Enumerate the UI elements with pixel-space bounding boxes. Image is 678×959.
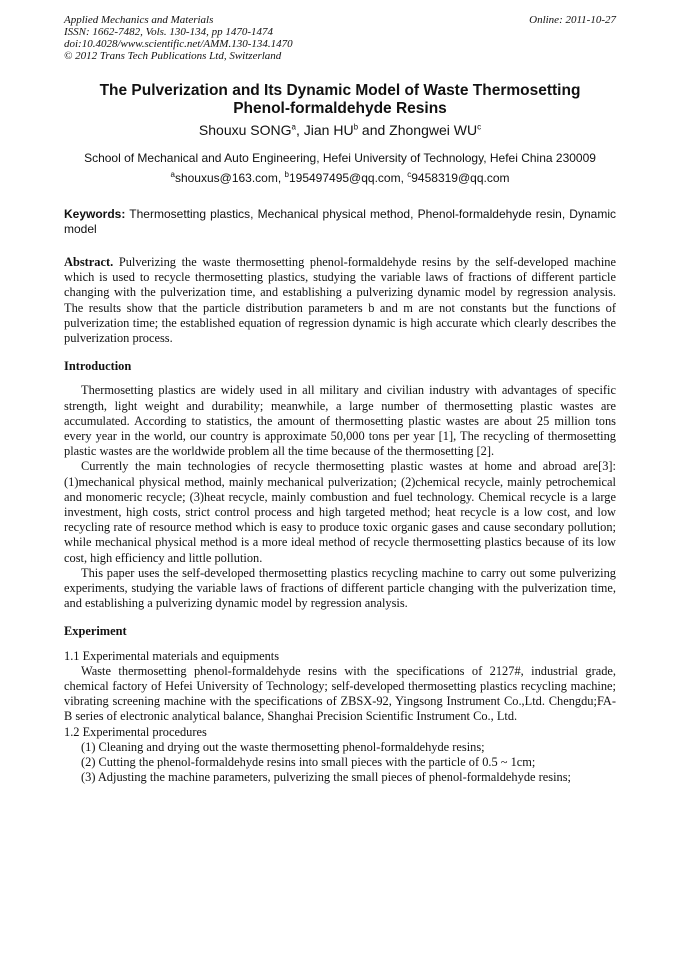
doi-line: doi:10.4028/www.scientific.net/AMM.130-134.1470	[64, 38, 293, 50]
section-1-2-title: 1.2 Experimental procedures	[64, 724, 207, 739]
email-mark-b: b	[284, 170, 289, 179]
section-1-1-title: 1.1 Experimental materials and equipments	[64, 648, 280, 663]
procedure-step-1: (1) Cleaning and drying out the waste thermosetting phenol-formaldehyde resins;	[81, 739, 485, 754]
intro-paragraph-3: This paper uses the self-developed thermosetting plastics recycling machine to carry out some pulverizing experiments, studying the variable laws of fractions of different particle changing with the pulverization time, and establishing a pulverizing dynamic model by regression analysis.	[64, 565, 616, 611]
keywords-label: Keywords:	[64, 207, 126, 221]
email-c[interactable]: 9458319@qq.com	[411, 171, 510, 185]
procedure-step-3: (3) Adjusting the machine parameters, pulverizing the small pieces of phenol-formaldehyde resins;	[81, 770, 571, 785]
email-list	[64, 171, 616, 185]
abstract-paragraph	[64, 255, 616, 346]
email-b[interactable]: 195497495@qq.com,	[288, 171, 408, 185]
email-mark-a: a	[170, 170, 175, 179]
paper-body	[64, 255, 616, 786]
author-separator: and	[358, 122, 390, 138]
abstract-text: Pulverizing the waste thermosetting phenol-formaldehyde resins by the self-developed machine which is used to recycle thermosetting plastics, studying the variable laws of fractions of different particle changing with the pulverization time, and establishing a pulverizing dynamic model by regression analysis. The results show that the particle distribution parameters b and m are not constants but the functions of pulverization time; the established equation of regression dynamic is high accurate which clearly describes the pulverization process.	[64, 255, 616, 346]
title-line-2: Phenol-formaldehyde Resins	[233, 100, 447, 117]
paper-title	[64, 82, 616, 118]
journal-name: Applied Mechanics and Materials	[64, 14, 214, 26]
author-3-affil-mark: c	[477, 122, 482, 132]
affiliation: School of Mechanical and Auto Engineering, Hefei University of Technology, Hefei China 230009	[84, 151, 596, 165]
author-2: Jian HU	[303, 122, 354, 138]
section-1-1-paragraph: Waste thermosetting phenol-formaldehyde resins with the specifications of 2127#, industrial grade, chemical factory of Hefei University of Technology; self-developed thermosetting plastics recycling machine; vibrating screening machine with the specifications of ZBSX-92, Yingsong Instrument Co.,Ltd. Chengdu;FA-B series of electronic analytical balance, Shanghai Precision Scientific Instrument Co., Ltd.	[64, 663, 616, 724]
experiment-heading: Experiment	[64, 624, 127, 639]
author-1-affil-mark: a	[291, 122, 296, 132]
author-1: Shouxu SONG	[198, 122, 292, 138]
email-mark-c: c	[407, 170, 412, 179]
intro-paragraph-2: Currently the main technologies of recycle thermosetting plastic wastes at home and abroad are[3]: (1)mechanical physical method, mainly mechanical pulverization; (2)chemical recycle, mainly petrochemical and monomeric recycle; (3)heat recycle, mainly combustion and fuel technology. Chemical recycle is a large investment, high costs, strict control process and high targeted method; heat recycle is a low cost, and low recycling rate of resource method which is easy to produce toxic organic gases and cause secondary pollution; while mechanical physical method is a more ideal method of recycle thermosetting plastics because of its low cost, high efficiency and little pollution.	[64, 459, 616, 565]
author-2-affil-mark: b	[353, 122, 359, 132]
author-3: Zhongwei WU	[389, 122, 478, 138]
email-a[interactable]: shouxus@163.com,	[174, 171, 285, 185]
introduction-heading: Introduction	[64, 359, 132, 374]
keywords-section	[64, 207, 616, 237]
author-separator: ,	[295, 122, 304, 138]
title-line-1: The Pulverization and Its Dynamic Model of Waste Thermosetting	[99, 82, 581, 99]
procedure-step-2: (2) Cutting the phenol-formaldehyde resins into small pieces with the particle of 0.5 ~ 1cm;	[81, 755, 536, 770]
online-date: Online: 2011-10-27	[529, 14, 616, 26]
journal-header	[64, 14, 616, 62]
issn-line: ISSN: 1662-7482, Vols. 130-134, pp 1470-1474	[64, 26, 273, 38]
author-list	[64, 122, 616, 138]
copyright-line: © 2012 Trans Tech Publications Ltd, Switzerland	[64, 50, 282, 62]
intro-paragraph-1: Thermosetting plastics are widely used in all military and civilian industry with advantages of specific strength, light weight and durability; meanwhile, a large number of thermosetting plastic wastes are accumulated. According to statistics, the amount of thermosetting plastic wastes are about 25 million tons every year in the world, our country is approximate 50,000 tons per year [1], The recycling of thermosetting plastic wastes are the worldwide problem all the time because of the thermosetting [2].	[64, 383, 616, 459]
abstract-label: Abstract.	[64, 255, 114, 269]
keywords-text: Thermosetting plastics, Mechanical physical method, Phenol-formaldehyde resin, Dynamic model	[64, 207, 616, 236]
